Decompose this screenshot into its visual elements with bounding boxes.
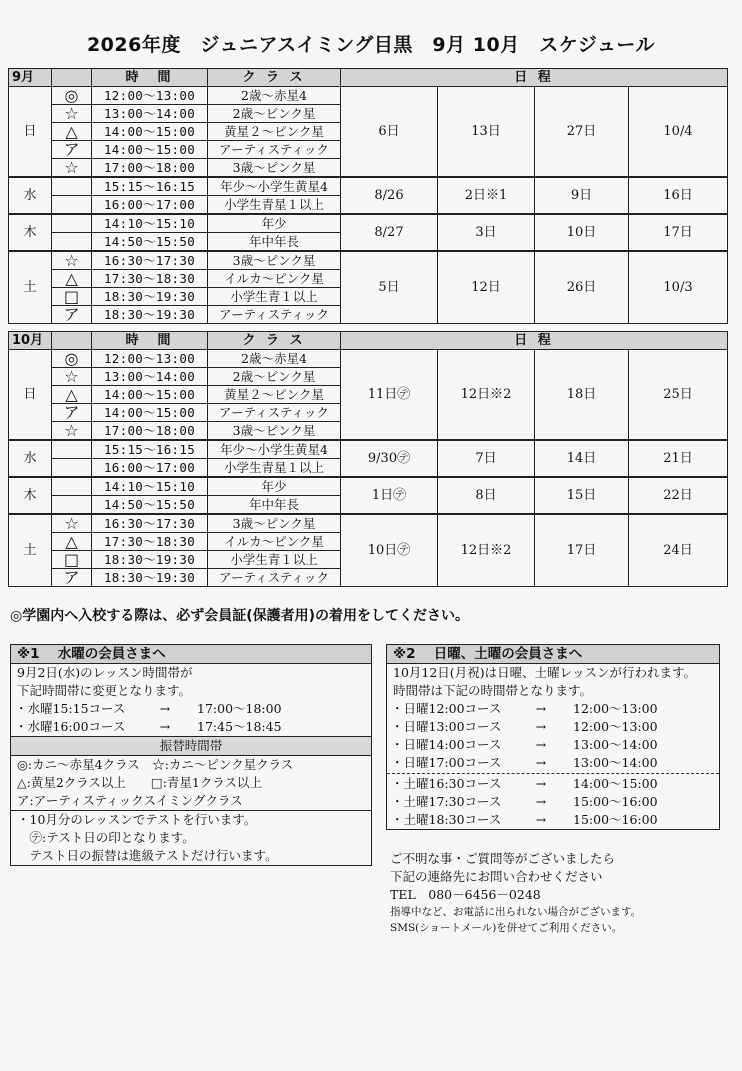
lesson-time: 14:10～15:10 (92, 214, 208, 233)
contact-line: 下記の連絡先にお問い合わせください (390, 869, 603, 884)
notice-text: ◎学園内へ入校する際は、必ず会員証(保護者用)の着用をしてください。 (10, 608, 470, 624)
lesson-date: 18日 (535, 350, 629, 441)
class-mark: ☆ (52, 105, 92, 123)
new-time: 15:00～16:00 (573, 812, 658, 827)
course-name: ・土曜16:30コース (391, 776, 502, 791)
makeup-time-header: 振替時間帯 (11, 736, 371, 756)
class-name: アーティスティック (208, 141, 341, 159)
table-row (9, 177, 728, 196)
class-mark: △ (52, 123, 92, 141)
test-note: テスト日の振替は進級テストだけ行います。 (17, 848, 278, 863)
table-row (9, 251, 728, 270)
lesson-date: 24日 (629, 514, 728, 587)
class-mark: △ (52, 270, 92, 288)
class-name: 3歳～ピンク星 (208, 159, 341, 178)
weekday-cell: 木 (9, 214, 52, 251)
lesson-date: 8/27 (341, 214, 438, 251)
lesson-time: 14:00～15:00 (92, 386, 208, 404)
lesson-date: 5日 (341, 251, 438, 324)
new-time: 12:00～13:00 (573, 701, 658, 716)
time-change-row (387, 793, 719, 811)
lesson-time: 16:00～17:00 (92, 459, 208, 478)
class-header: ク ラ ス (208, 332, 341, 350)
class-mark (52, 214, 92, 233)
lesson-time: 18:30～19:30 (92, 569, 208, 587)
lesson-time: 17:00～18:00 (92, 159, 208, 178)
class-name: 年中年長 (208, 496, 341, 515)
arrow: → (535, 719, 547, 734)
course-name: ・日曜17:00コース (391, 755, 502, 770)
contact-note: 指導中など、お電話に出られない場合がございます。 (390, 906, 642, 918)
time-header: 時 間 (92, 332, 208, 350)
class-mark: □ (52, 551, 92, 569)
time-change-row (387, 754, 719, 772)
lesson-date: 12日 (438, 251, 535, 324)
new-time: 14:00～15:00 (573, 776, 658, 791)
class-name: 小学生青星１以上 (208, 196, 341, 215)
class-mark: ◎ (52, 350, 92, 368)
new-time: 17:00～18:00 (197, 701, 282, 716)
class-name: 年少～小学生黄星4 (208, 440, 341, 459)
class-mark: ☆ (52, 251, 92, 270)
arrow: → (535, 776, 547, 791)
lesson-time: 17:30～18:30 (92, 270, 208, 288)
class-mark: ☆ (52, 422, 92, 441)
class-name: アーティスティック (208, 569, 341, 587)
lesson-time: 15:15～16:15 (92, 177, 208, 196)
weekday-cell: 土 (9, 251, 52, 324)
wednesday-members-box (10, 644, 372, 866)
new-time: 13:00～14:00 (573, 737, 658, 752)
lesson-date: 10/3 (629, 251, 728, 324)
class-mark: ☆ (52, 159, 92, 178)
contact-info (390, 850, 641, 936)
lesson-date: 17日 (629, 214, 728, 251)
lesson-date: 6日 (341, 87, 438, 178)
class-mark (52, 477, 92, 496)
september-schedule-table (8, 68, 728, 324)
lesson-time: 12:00～13:00 (92, 350, 208, 368)
class-name: 年少 (208, 477, 341, 496)
legend-line: △:黄星2クラス以上 □:青星1クラス以上 (17, 775, 263, 790)
lesson-time: 13:00～14:00 (92, 105, 208, 123)
class-mark (52, 459, 92, 478)
class-mark (52, 196, 92, 215)
course-name: ・日曜13:00コース (391, 719, 502, 734)
month-label: 10月 (9, 332, 52, 350)
table-row (9, 514, 728, 533)
lesson-time: 16:00～17:00 (92, 196, 208, 215)
mark-header (52, 69, 92, 87)
time-change-row (387, 775, 719, 793)
class-name: イルカ～ピンク星 (208, 270, 341, 288)
contact-line: ご不明な事・ご質問等がございましたら (390, 851, 616, 866)
arrow: → (535, 701, 547, 716)
lesson-date: 27日 (535, 87, 629, 178)
class-mark: △ (52, 386, 92, 404)
lesson-time: 16:30～17:30 (92, 514, 208, 533)
arrow: → (535, 794, 547, 809)
lesson-date: 8日 (438, 477, 535, 514)
time-change-row (387, 700, 719, 718)
october-schedule-table (8, 331, 728, 587)
lesson-date: 12日※2 (438, 350, 535, 441)
class-name: 3歳～ピンク星 (208, 422, 341, 441)
class-name: 2歳～赤星4 (208, 87, 341, 105)
box2-intro: 10月12日(月祝)は日曜、土曜レッスンが行われます。 (393, 665, 696, 680)
table-row (9, 350, 728, 368)
legend-line: ◎:カニ～赤星4クラス ☆:カニ～ピンク星クラス (17, 757, 294, 772)
lesson-date: 10/4 (629, 87, 728, 178)
class-mark (52, 177, 92, 196)
class-name: 3歳～ピンク星 (208, 514, 341, 533)
class-name: アーティスティック (208, 306, 341, 324)
weekday-cell: 木 (9, 477, 52, 514)
class-name: イルカ～ピンク星 (208, 533, 341, 551)
box2-header: ※2 日曜、土曜の会員さまへ (387, 645, 719, 664)
phone-number: TEL 080－6456－0248 (390, 887, 541, 902)
course-name: ・土曜18:30コース (391, 812, 502, 827)
test-note: ・10月分のレッスンでテストを行います。 (17, 812, 257, 827)
lesson-date: 3日 (438, 214, 535, 251)
lesson-time: 15:15～16:15 (92, 440, 208, 459)
class-mark: ☆ (52, 514, 92, 533)
arrow: → (159, 719, 171, 734)
time-header: 時 間 (92, 69, 208, 87)
course-name: ・日曜12:00コース (391, 701, 502, 716)
lesson-date: 2日※1 (438, 177, 535, 214)
class-mark: ア (52, 141, 92, 159)
course-name: ・土曜17:30コース (391, 794, 502, 809)
mark-header (52, 332, 92, 350)
arrow: → (535, 755, 547, 770)
month-label: 9月 (9, 69, 52, 87)
time-change-row (11, 718, 371, 736)
class-name: 年少 (208, 214, 341, 233)
weekday-cell: 日 (9, 350, 52, 441)
lesson-time: 14:00～15:00 (92, 141, 208, 159)
weekday-cell: 水 (9, 177, 52, 214)
lesson-date: 21日 (629, 440, 728, 477)
new-time: 15:00～16:00 (573, 794, 658, 809)
lesson-time: 18:30～19:30 (92, 551, 208, 569)
lesson-date: 13日 (438, 87, 535, 178)
box2-intro: 時間帯は下記の時間帯となります。 (393, 683, 593, 698)
class-mark: ☆ (52, 368, 92, 386)
lesson-date: 15日 (535, 477, 629, 514)
box1-intro: 9月2日(水)のレッスン時間帯が (17, 665, 193, 680)
class-mark: ア (52, 404, 92, 422)
class-mark: ア (52, 569, 92, 587)
lesson-time: 12:00～13:00 (92, 87, 208, 105)
class-header: ク ラ ス (208, 69, 341, 87)
lesson-time: 14:00～15:00 (92, 404, 208, 422)
time-change-row (387, 811, 719, 829)
new-time: 17:45～18:45 (197, 719, 282, 734)
class-name: 年中年長 (208, 233, 341, 252)
contact-note: SMS(ショートメール)を併せてご利用ください。 (390, 922, 623, 934)
class-name: 3歳～ピンク星 (208, 251, 341, 270)
weekend-members-box (386, 644, 720, 830)
class-name: 2歳～赤星4 (208, 350, 341, 368)
arrow: → (535, 737, 547, 752)
lesson-time: 18:30～19:30 (92, 288, 208, 306)
class-mark: ア (52, 306, 92, 324)
lesson-date: 10日㋢ (341, 514, 438, 587)
class-name: 小学生青１以上 (208, 288, 341, 306)
table-row (9, 440, 728, 459)
class-name: 2歳～ピンク星 (208, 368, 341, 386)
lesson-date: 9日 (535, 177, 629, 214)
lesson-time: 14:00～15:00 (92, 123, 208, 141)
class-mark: ◎ (52, 87, 92, 105)
class-mark (52, 233, 92, 252)
new-time: 12:00～13:00 (573, 719, 658, 734)
class-name: 黄星２～ピンク星 (208, 386, 341, 404)
class-name: 小学生青星１以上 (208, 459, 341, 478)
lesson-time: 14:10～15:10 (92, 477, 208, 496)
weekday-cell: 水 (9, 440, 52, 477)
lesson-time: 14:50～15:50 (92, 496, 208, 515)
lesson-time: 16:30～17:30 (92, 251, 208, 270)
box1-header: ※1 水曜の会員さまへ (11, 645, 371, 664)
class-mark: □ (52, 288, 92, 306)
table-row (9, 214, 728, 233)
class-name: 2歳～ピンク星 (208, 105, 341, 123)
time-change-row (11, 700, 371, 718)
lesson-date: 1日㋢ (341, 477, 438, 514)
class-mark (52, 440, 92, 459)
lesson-date: 8/26 (341, 177, 438, 214)
time-change-row (387, 718, 719, 736)
new-time: 13:00～14:00 (573, 755, 658, 770)
lesson-time: 13:00～14:00 (92, 368, 208, 386)
test-note: ㋢:テスト日の印となります。 (17, 830, 195, 845)
class-mark (52, 496, 92, 515)
course-name: ・日曜14:00コース (391, 737, 502, 752)
arrow: → (535, 812, 547, 827)
table-row (9, 87, 728, 105)
weekday-cell: 日 (9, 87, 52, 178)
weekday-cell: 土 (9, 514, 52, 587)
lesson-date: 16日 (629, 177, 728, 214)
lesson-date: 10日 (535, 214, 629, 251)
course-name: ・水曜16:00コース (15, 719, 126, 734)
time-change-row (387, 736, 719, 754)
class-name: アーティスティック (208, 404, 341, 422)
schedule-header: 日 程 (341, 69, 728, 87)
lesson-time: 18:30～19:30 (92, 306, 208, 324)
page-title: 2026年度 ジュニアスイミング目黒 9月 10月 スケジュール (86, 34, 656, 56)
lesson-date: 14日 (535, 440, 629, 477)
lesson-date: 12日※2 (438, 514, 535, 587)
lesson-date: 9/30㋢ (341, 440, 438, 477)
lesson-date: 22日 (629, 477, 728, 514)
lesson-time: 14:50～15:50 (92, 233, 208, 252)
box1-intro: 下記時間帯に変更となります。 (17, 683, 192, 698)
arrow: → (159, 701, 171, 716)
class-name: 年少～小学生黄星4 (208, 177, 341, 196)
class-mark: △ (52, 533, 92, 551)
class-name: 黄星２～ピンク星 (208, 123, 341, 141)
lesson-date: 25日 (629, 350, 728, 441)
lesson-date: 11日㋢ (341, 350, 438, 441)
schedule-header: 日 程 (341, 332, 728, 350)
course-name: ・水曜15:15コース (15, 701, 126, 716)
legend-line: ア:アーティスティックスイミングクラス (17, 793, 243, 808)
lesson-time: 17:00～18:00 (92, 422, 208, 441)
lesson-time: 17:30～18:30 (92, 533, 208, 551)
table-row (9, 477, 728, 496)
lesson-date: 26日 (535, 251, 629, 324)
class-name: 小学生青１以上 (208, 551, 341, 569)
lesson-date: 7日 (438, 440, 535, 477)
lesson-date: 17日 (535, 514, 629, 587)
